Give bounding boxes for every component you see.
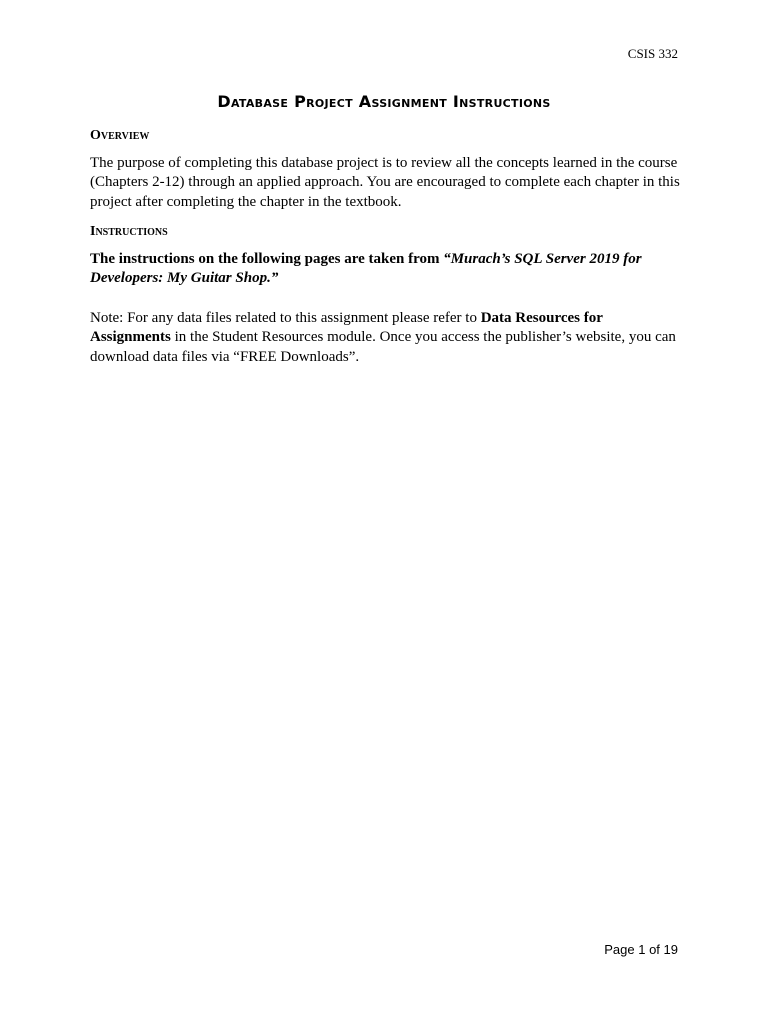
- note-prefix: Note: For any data files related to this assignment please refer to: [90, 309, 481, 326]
- overview-paragraph: The purpose of completing this database project is to review all the concepts learned in the course (Chapters 2-12) through an applied approach. You are encouraged to complete each chapter in this project after completing the chapter in the textbook.: [90, 154, 680, 210]
- note-suffix: in the Student Resources module. Once you access the publisher’s website, you can download data files via “FREE Downloads”.: [90, 329, 676, 365]
- instructions-source-lead: The instructions on the following pages are taken from: [90, 250, 444, 267]
- note-paragraph: [90, 309, 680, 368]
- overview-heading: Overview: [90, 128, 150, 143]
- page-title: Database Project Assignment Instructions: [217, 92, 551, 111]
- data-resources-link-text: Data Resources for Assignments: [90, 309, 603, 345]
- instructions-source-paragraph: [90, 250, 680, 289]
- instructions-heading: Instructions: [90, 224, 168, 239]
- document-body: [90, 126, 680, 377]
- book-title: “Murach’s SQL Server 2019 for Developers: My Guitar Shop.”: [90, 250, 642, 286]
- page-number: Page 1 of 19: [604, 942, 678, 957]
- header-course-code: CSIS 332: [627, 46, 678, 61]
